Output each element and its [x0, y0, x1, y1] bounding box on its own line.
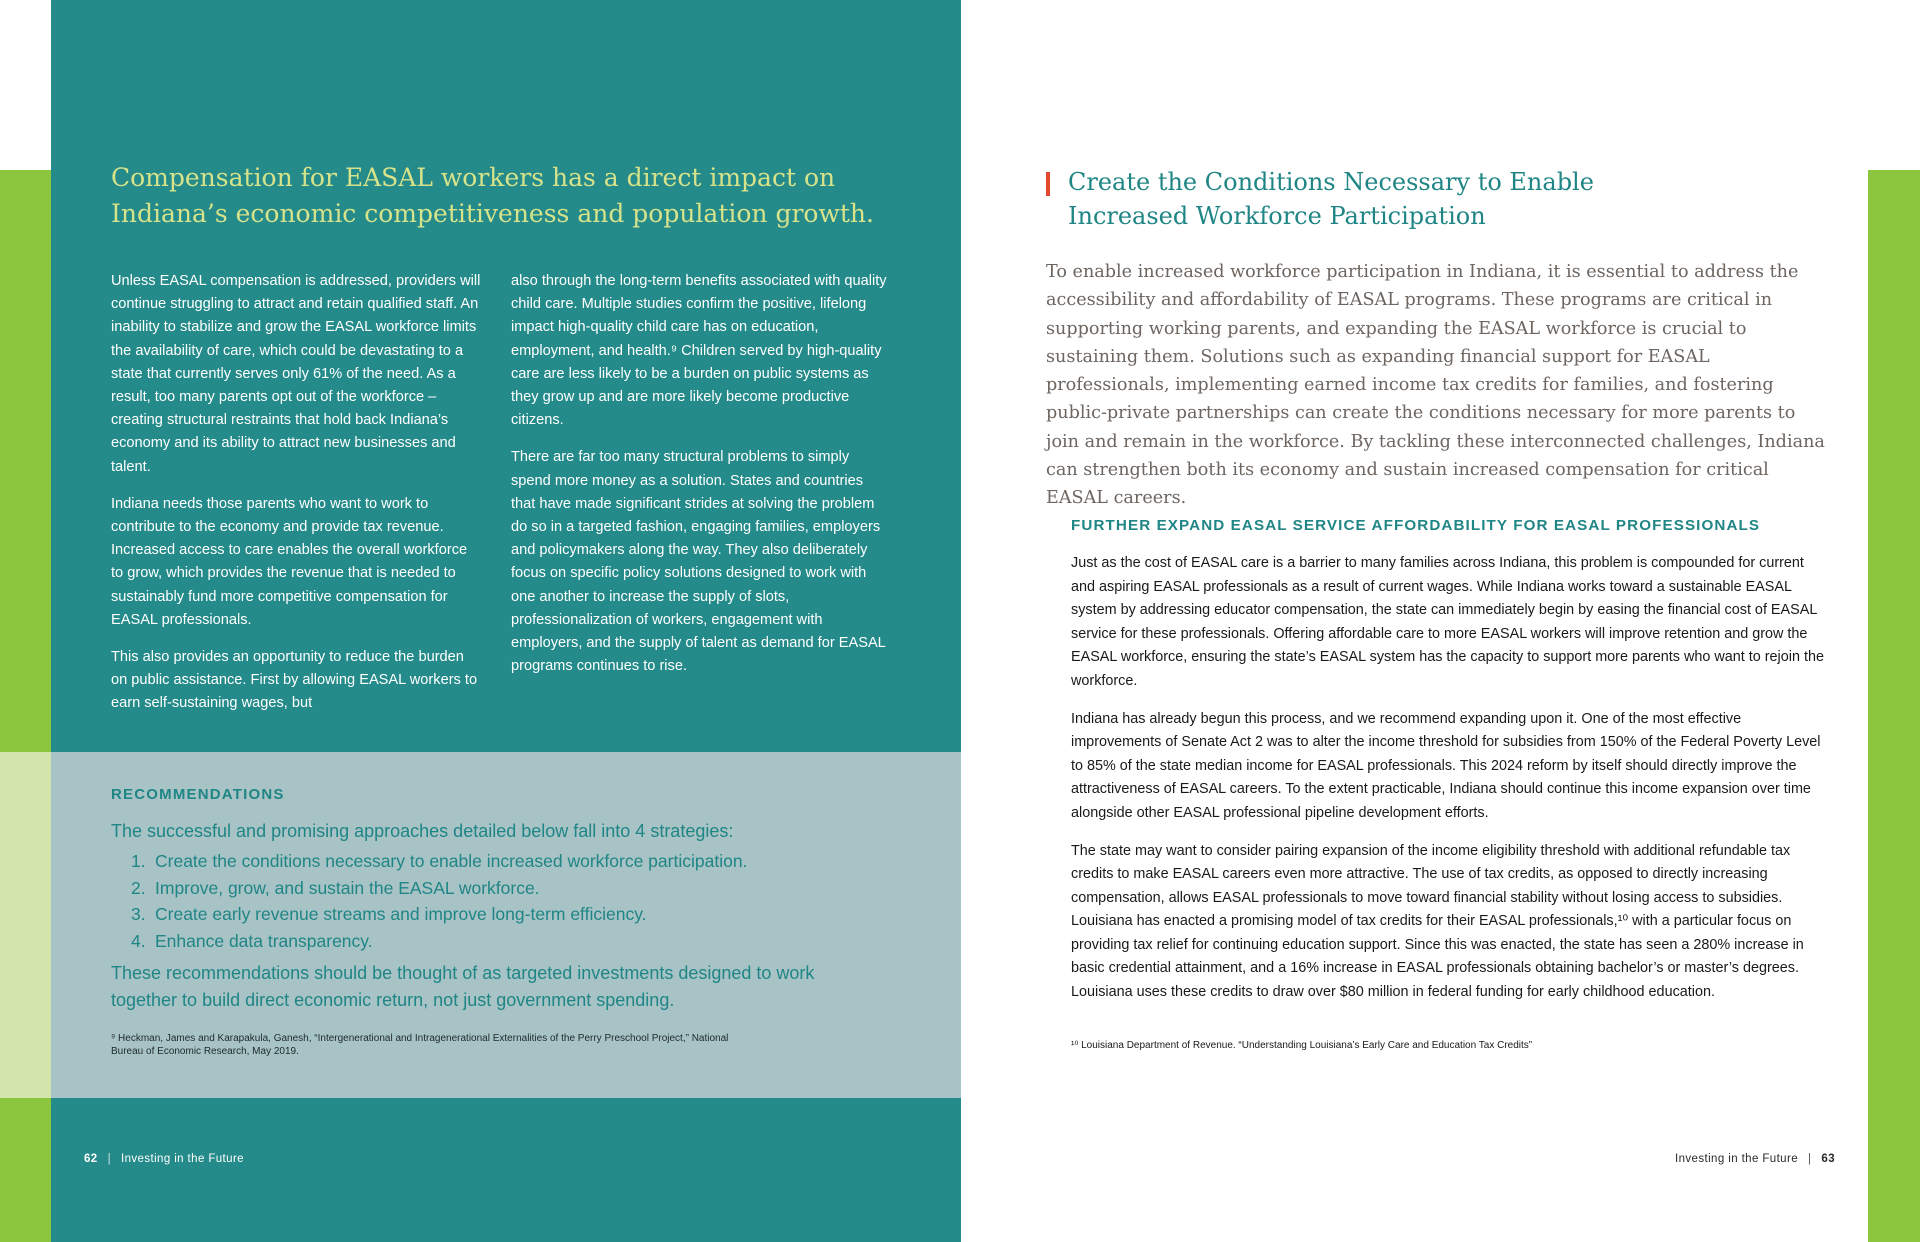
folio-separator: |: [107, 1153, 111, 1165]
paragraph: Just as the cost of EASAL care is a barrier to many families across Indiana, this problem is compounded for current and aspiring EASAL professionals as a result of current wages. While Indiana works toward a sustainable EASAL system by addressing educator compensation, the state can immediately begin by easing the financial cost of EASAL service for these professionals. Offering affordable care to more EASAL workers will improve retention and grow the EASAL workforce, ensuring the state’s EASAL system has the capacity to support more parents who want to rejoin the workforce.: [1071, 555, 1824, 689]
footnote: ⁹ Heckman, James and Karapakula, Ganesh, “Intergenerational and Intragenerational Externalities of the Perry Preschool Project,” National Bureau of Economic Research, May 2019.: [111, 1033, 729, 1057]
page-headline: Compensation for EASAL workers has a direct impact on Indiana’s economic competitiveness and population growth.: [111, 163, 874, 228]
text-column-1: [111, 270, 483, 730]
page-folio-left: [84, 1153, 244, 1165]
recommendations-title: RECOMMENDATIONS: [111, 786, 285, 803]
subsection-body: [1071, 552, 1831, 1019]
recommendations-list: [131, 848, 747, 954]
folio-separator: |: [1808, 1153, 1812, 1165]
list-number: 1.: [131, 851, 146, 871]
list-number: 4.: [131, 930, 146, 951]
section-intro: To enable increased workforce participation in Indiana, it is essential to address the accessibility and affordability of EASAL programs. These programs are critical in supporting working parents, and expanding the EASAL workforce is crucial to sustaining them. Solutions such as expanding financial support for EASAL professionals, implementing earned income tax credits for families, and fostering public-private partnerships can create the conditions necessary for more parents to join and remain in the workforce. By tackling these interconnected challenges, Indiana can strengthen both its economy and sustain increased compensation for critical EASAL careers.: [1046, 262, 1825, 509]
footnote: ¹⁰ Louisiana Department of Revenue. “Understanding Louisiana’s Early Care and Education Tax Credits”: [1071, 1040, 1533, 1051]
paragraph: Indiana needs those parents who want to work to contribute to the economy and provide tax revenue. Increased access to care enables the overall workforce to grow, which provides the revenue that is needed to sustainably fund more competitive compensation for EASAL professionals.: [111, 495, 468, 628]
recommendations-closing: These recommendations should be thought of as targeted investments designed to work together to build direct economic return, not just government spending.: [111, 963, 815, 1010]
recommendations-intro: The successful and promising approaches detailed below fall into 4 strategies:: [111, 821, 734, 841]
left-page: [51, 0, 961, 1242]
right-green-band: [1868, 170, 1920, 1242]
page-folio-right: [1675, 1153, 1835, 1165]
list-text: Create the conditions necessary to enable increased workforce participation.: [155, 851, 748, 871]
page-number: 63: [1821, 1153, 1835, 1165]
folio-title: Investing in the Future: [120, 1153, 244, 1165]
paragraph: Indiana has already begun this process, and we recommend expanding upon it. One of the most effective improvements of Senate Act 2 was to alter the income threshold for subsidies from 150% of the Federal Poverty Level to 85% of the state median income for EASAL professionals. This 2024 reform by itself should directly improve the attractiveness of EASAL careers. To the extent practicable, Indiana should continue this income expansion over time alongside other EASAL professional pipeline development efforts.: [1071, 710, 1821, 821]
left-green-band-bottom: [0, 1098, 51, 1242]
section-heading: Create the Conditions Necessary to Enable Increased Workforce Participation: [1068, 168, 1594, 230]
list-text: Create early revenue streams and improve long-term efficiency.: [155, 904, 647, 924]
list-number: 3.: [131, 904, 146, 924]
list-text: Enhance data transparency.: [155, 930, 373, 951]
paragraph: also through the long-term benefits associated with quality child care. Multiple studies confirm the positive, lifelong impact high-quality child care has on education, employment, and health.⁹ Children served by high-quality care are less likely to be a burden on public systems as they grow up and are more likely become productive citizens.: [511, 273, 887, 429]
page-number: 62: [84, 1153, 98, 1165]
text-column-2: [511, 270, 891, 692]
paragraph: The state may want to consider pairing expansion of the income eligibility threshold with additional refundable tax credits to make EASAL careers even more attractive. The use of tax credits, as opposed to directly increasing compensation, allows EASAL professionals to move toward financial stability without losing access to subsidies. Louisiana has enacted a promising model of tax credits for their EASAL professionals,¹⁰ with a particular focus on providing tax relief for continuing education support. Since this was enacted, the state has seen a 280% increase in basic credential attainment, and a 16% increase in EASAL professionals obtaining bachelor’s or master’s degrees. Louisiana uses these credits to draw over $80 million in federal funding for early childhood education.: [1071, 842, 1804, 1000]
paragraph: Unless EASAL compensation is addressed, providers will continue struggling to attract and retain qualified staff. An inability to stabilize and grow the EASAL workforce limits the availability of care, which could be devastating to a state that currently serves only 61% of the need. As a result, too many parents opt out of the workforce – creating structural restraints that hold back Indiana’s economy and its ability to attract new businesses and talent.: [111, 273, 481, 475]
left-green-band-light: [0, 752, 51, 1098]
paragraph: This also provides an opportunity to reduce the burden on public assistance. First by allowing EASAL workers to earn self-sustaining wages, but: [111, 649, 478, 712]
paragraph: There are far too many structural problems to simply spend more money as a solution. States and countries that have made significant strides at solving the problem do so in a targeted fashion, engaging families, employers and policymakers along the way. They also deliberately focus on specific policy solutions designed to work with one another to increase the supply of slots, professionalization of workers, engagement with employers, and the supply of talent as demand for EASAL programs continues to rise.: [511, 449, 886, 675]
list-item: [131, 928, 747, 955]
list-item: [131, 901, 747, 928]
list-text: Improve, grow, and sustain the EASAL workforce.: [155, 877, 540, 898]
list-number: 2.: [131, 877, 146, 898]
list-item: [131, 875, 747, 902]
left-green-band-top: [0, 170, 51, 752]
folio-title: Investing in the Future: [1675, 1153, 1799, 1165]
subsection-heading: FURTHER EXPAND EASAL SERVICE AFFORDABILITY FOR EASAL PROFESSIONALS: [1071, 517, 1761, 534]
list-item: [131, 848, 747, 875]
heading-accent-bar: [1046, 172, 1050, 196]
